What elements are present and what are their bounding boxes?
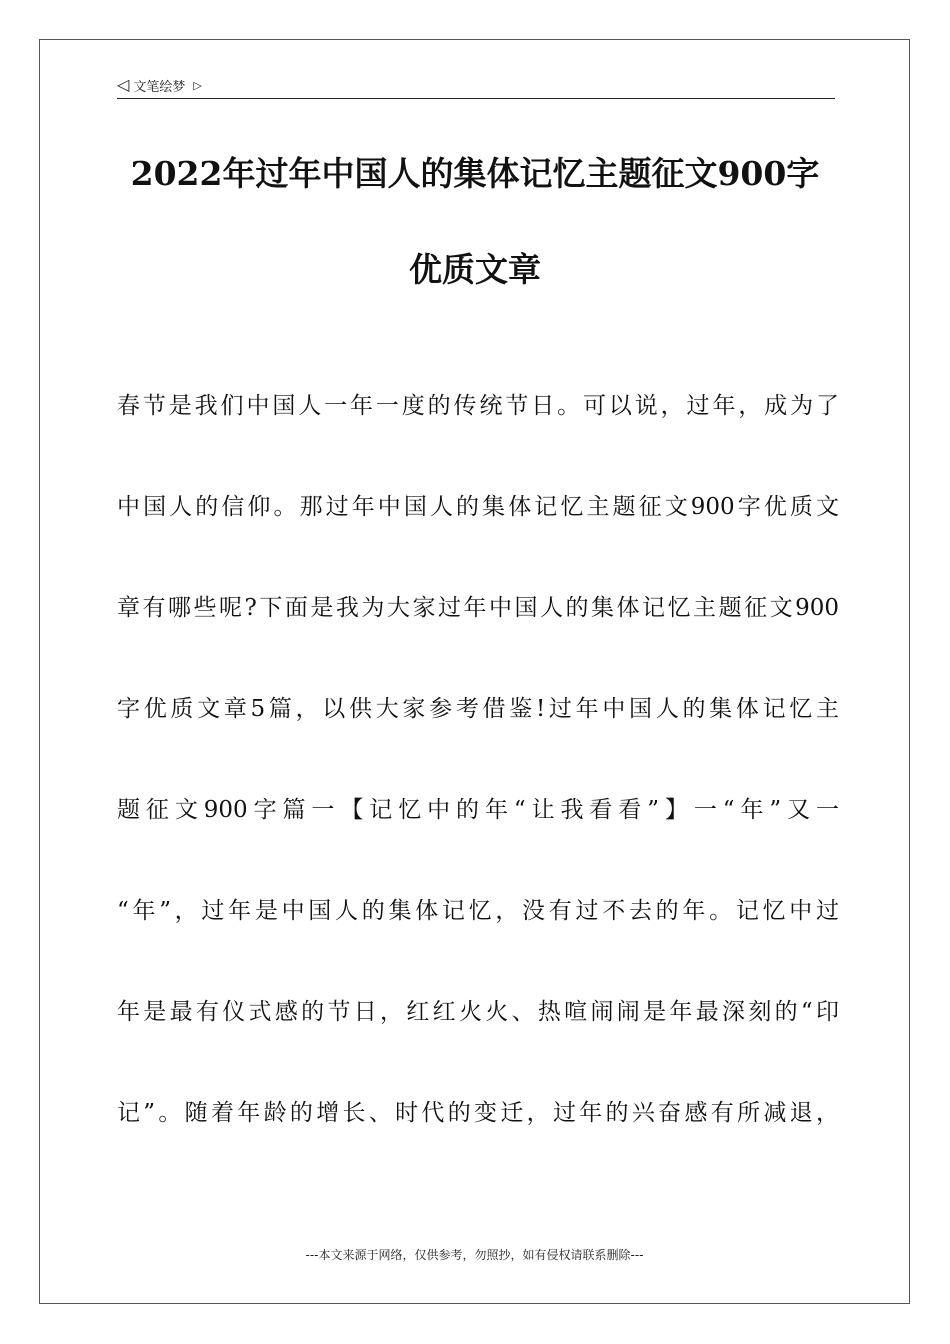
- article-body: [117, 356, 839, 1164]
- page-footer: ---本文来源于网络，仅供参考，勿照抄，如有侵权请联系删除---: [305, 1248, 644, 1262]
- body-line: 记”。随着年龄的增长、时代的变迁，过年的兴奋感有所减退，: [117, 1100, 839, 1126]
- body-line: “年”，过年是中国人的集体记忆，没有过不去的年。记忆中过: [117, 898, 839, 924]
- triangle-right-icon: ▷: [193, 78, 202, 92]
- title-line-1: 2022年过年中国人的集体记忆主题征文900字: [130, 154, 820, 193]
- body-line: 中国人的信仰。那过年中国人的集体记忆主题征文900字优质文: [117, 494, 839, 520]
- header-divider: [117, 98, 835, 99]
- body-line: 年是最有仪式感的节日，红红火火、热喧闹闹是年最深刻的“印: [117, 999, 839, 1025]
- body-line: 题征文900字篇一【记忆中的年“让我看看”】一“年”又一: [117, 797, 839, 823]
- body-line: 章有哪些呢?下面是我为大家过年中国人的集体记忆主题征文900: [117, 595, 839, 621]
- body-line: 春节是我们中国人一年一度的传统节日。可以说，过年，成为了: [117, 393, 839, 419]
- title-line-2: 优质文章: [409, 250, 541, 289]
- body-line: 字优质文章5篇，以供大家参考借鉴!过年中国人的集体记忆主: [117, 696, 839, 722]
- triangle-left-icon: ◁: [117, 75, 130, 94]
- page-header: [117, 74, 835, 96]
- header-brand: 文笔绘梦: [133, 79, 186, 95]
- document-title: [100, 126, 850, 318]
